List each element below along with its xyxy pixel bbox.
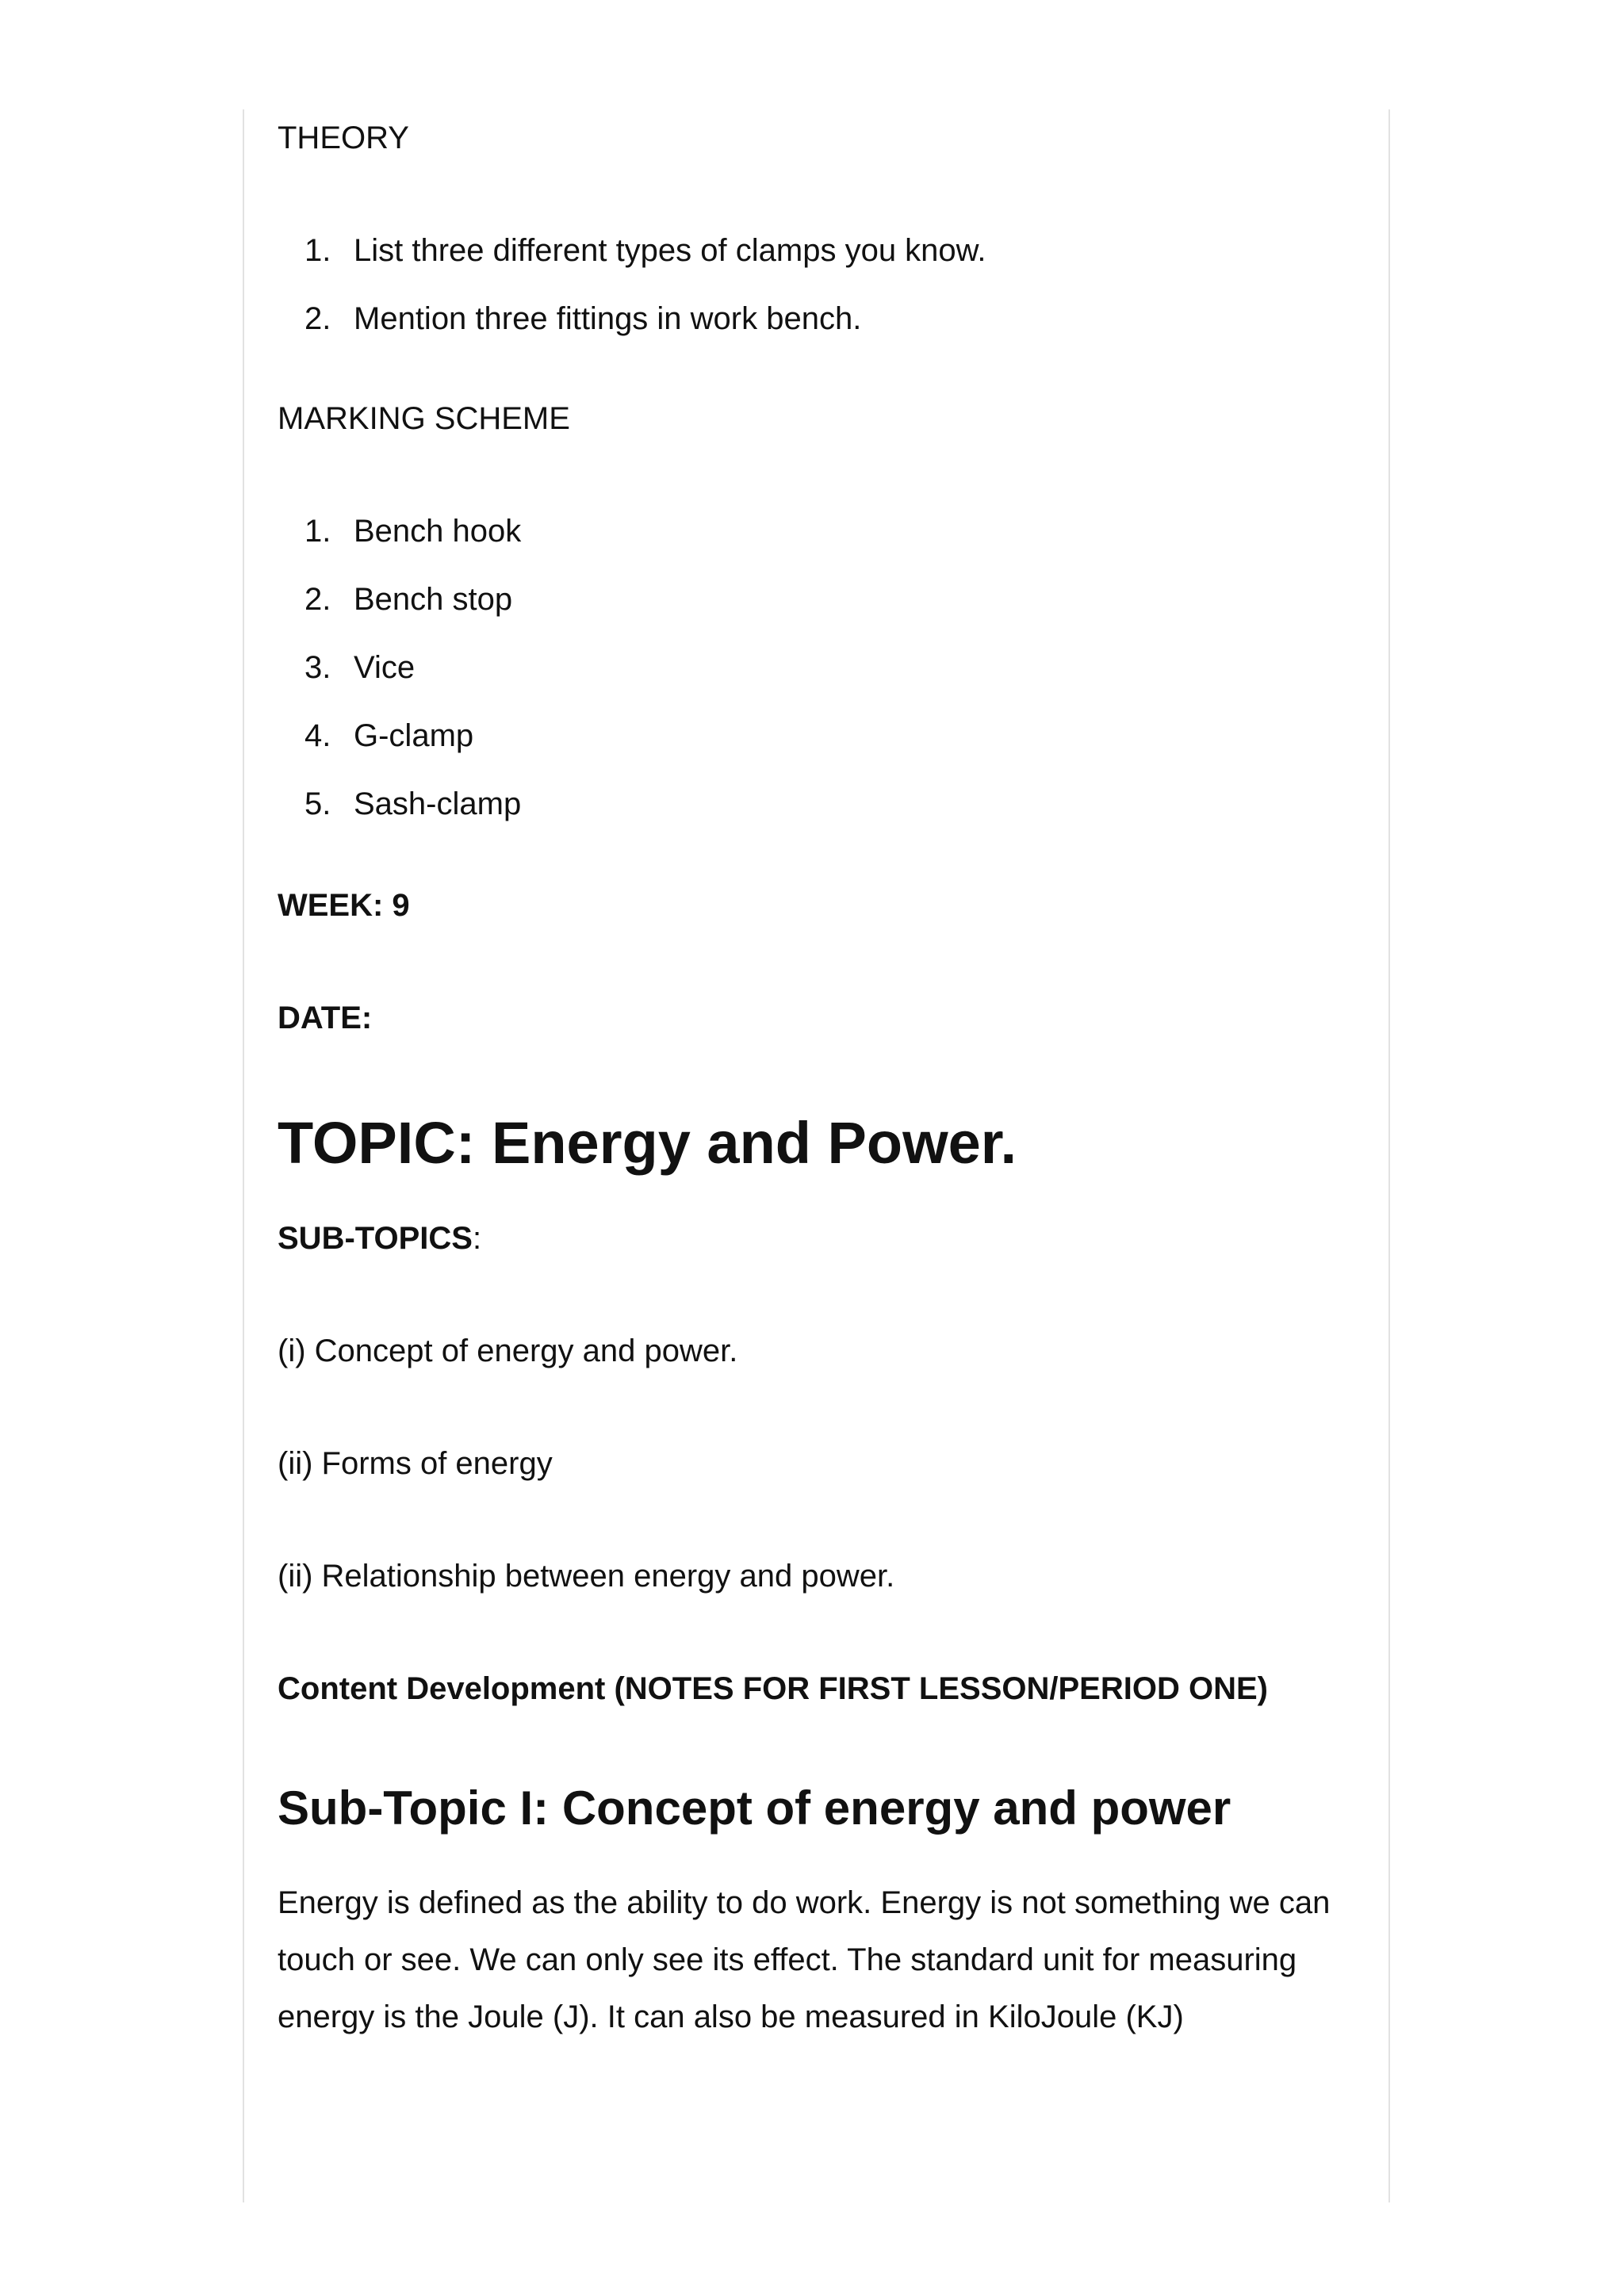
list-text: List three different types of clamps you know. [354,233,986,268]
subtopic-item: (ii) Forms of energy [278,1446,553,1481]
list-number: 5. [304,786,331,821]
left-column-border [243,109,244,2202]
subtopics-colon: : [472,1221,482,1256]
subtopics-label [278,1219,481,1257]
right-column-border [1388,109,1390,2202]
list-number: 3. [304,650,331,685]
content-development-heading: Content Development (NOTES FOR FIRST LESSON/PERIOD ONE) [278,1671,1268,1706]
list-text: Mention three fittings in work bench. [354,301,862,336]
list-number: 1. [304,233,331,268]
page-title: TOPIC: Energy and Power. [278,1110,1017,1176]
week-label: WEEK: 9 [278,888,410,923]
section-heading: Sub-Topic I: Concept of energy and power [278,1781,1231,1835]
list-text: Bench stop [354,582,513,617]
subtopic-item: (i) Concept of energy and power. [278,1334,738,1368]
date-label: DATE: [278,1001,373,1035]
list-text: Sash-clamp [354,786,522,821]
list-number: 4. [304,718,331,753]
list-number: 1. [304,514,331,549]
subtopics-label-text: SUB-TOPICS [278,1221,473,1256]
theory-heading: THEORY [278,121,409,155]
subtopic-item: (ii) Relationship between energy and power. [278,1559,895,1594]
body-paragraph: Energy is defined as the ability to do work. Energy is not something we can touch or see. We can only see its effect. The standard unit for measuring energy is the Joule (J). It can also be measured in KiloJoule (KJ) [278,1885,1331,2034]
list-text: Vice [354,650,416,685]
list-text: Bench hook [354,514,522,549]
marking-scheme-heading: MARKING SCHEME [278,401,570,436]
list-number: 2. [304,301,331,336]
list-number: 2. [304,582,331,617]
list-text: G-clamp [354,718,474,753]
